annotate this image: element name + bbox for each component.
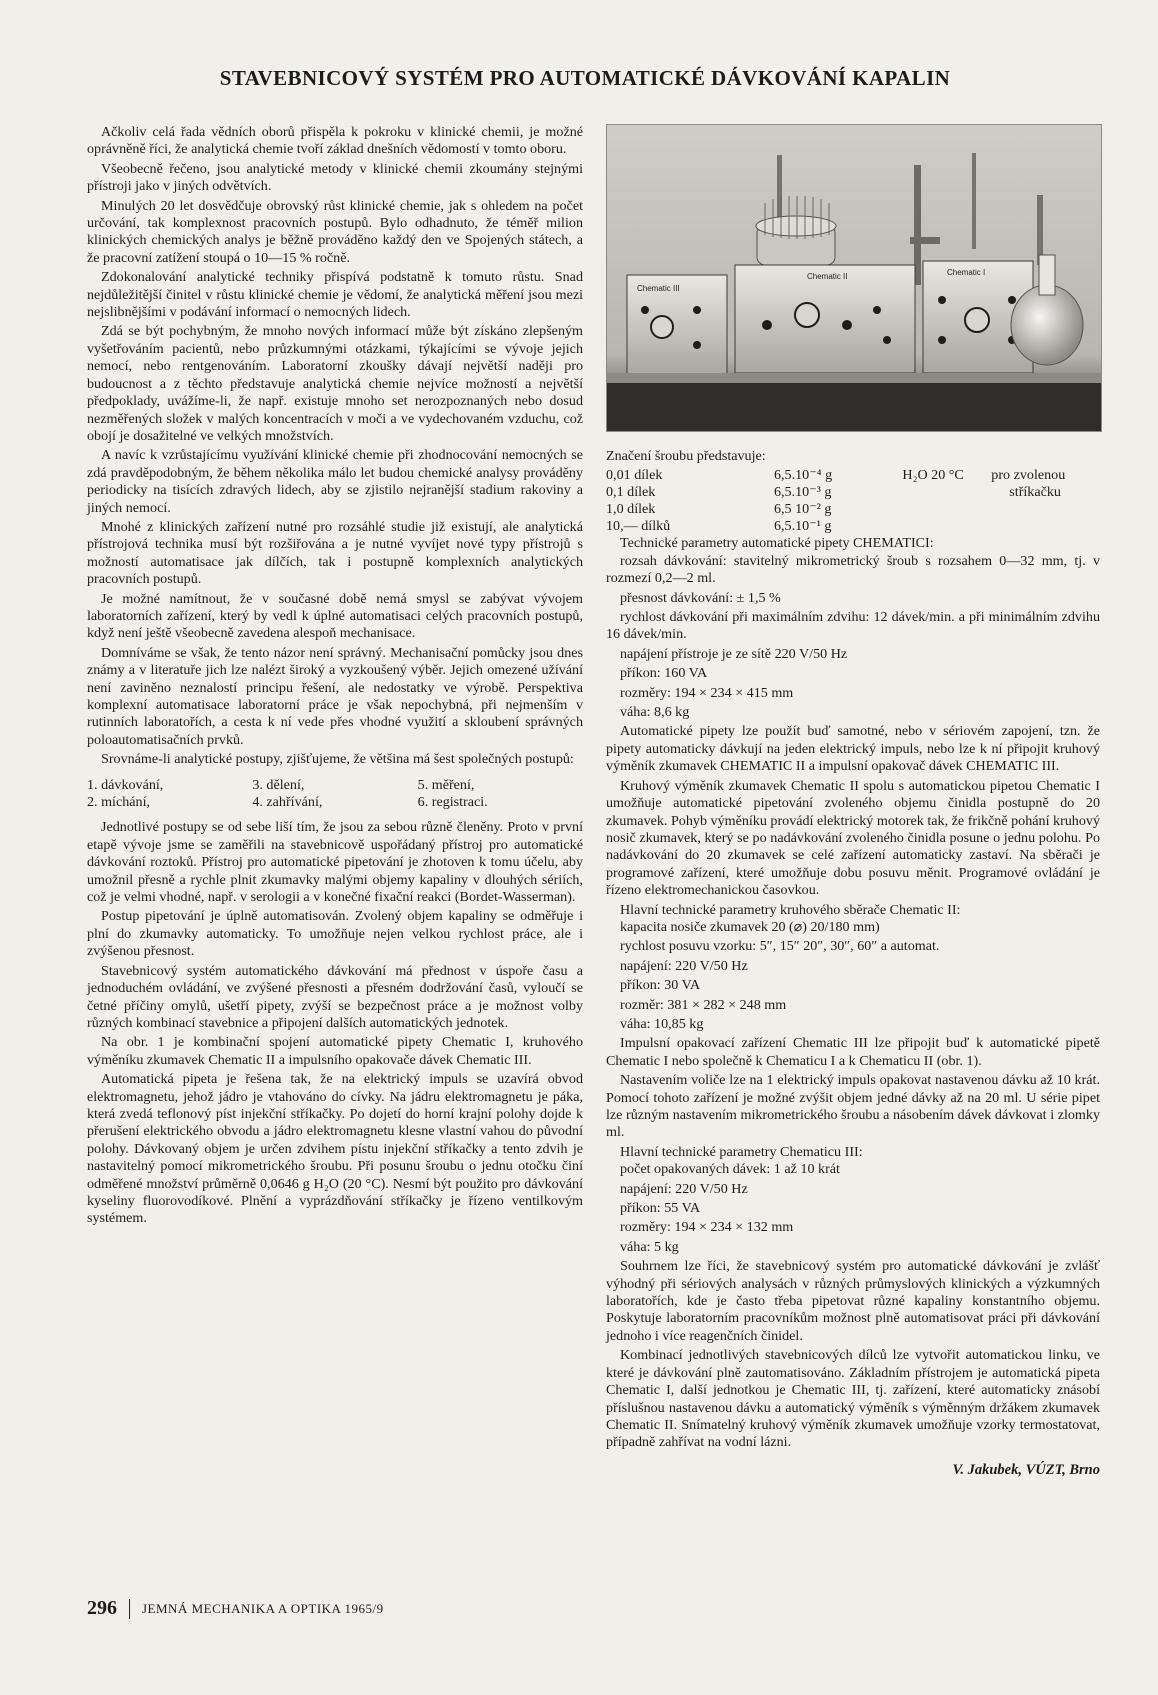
param-line: příkon: 160 VA <box>620 665 708 682</box>
paragraph: Postup pipetování je úplně automatisován. Zvolený objem kapaliny se odměřuje i plní do zkumavky automaticky. To umožňuje nejen velkou rychlost práce, ale i zvýšenou přesnost. <box>87 908 583 960</box>
paragraph: Automatické pipety lze použít buď samotné, nebo v sériovém zapojení, tzn. že pipety automaticky dávkují na jeden elektrický impuls, nebo lze k ní připojit kruhový výměník zkumavek CHEMATIC II a impulsní opakovač dávek CHEMATIC III. <box>606 723 1100 775</box>
author-signature: V. Jakubek, VÚZT, Brno <box>952 1461 1100 1478</box>
apparatus-illustration <box>607 125 1101 431</box>
scale-table <box>606 467 1100 535</box>
page-number: 296 <box>87 1597 117 1619</box>
param-line: rozsah dávkování: stavitelný mikrometrický šroub s rozsahem 0—32 mm, tj. v rozmezí 0,2—2 ml. <box>606 552 1100 587</box>
param-line: počet opakovaných dávek: 1 až 10 krát <box>620 1161 840 1178</box>
paragraph: Na obr. 1 je kombinační spojení automatické pipety Chematic I, kruhového výměníku zkumavek Chematic II a impulsního opakovače dávek Chematic III. <box>87 1034 583 1068</box>
steps-row <box>87 777 583 794</box>
paragraph: Souhrnem lze říci, že stavebnicový systém pro automatické dávkování je zvlášť výhodný při sériových analysách v různých průmyslových klinických a výzkumných laboratořích, kde je často třeba pipetovat různé kapaliny konstantního objemu. Poskytuje laboratorním pracovníkům možnost plně automatisovat práci při dávkování jednoho i více reagenčních činidel. <box>606 1258 1100 1344</box>
paragraph: Kruhový výměník zkumavek Chematic II spolu s automatickou pipetou Chematic I umožňuje automatické pipetování zvoleného objemu činidla postupně do 20 zkumavek. Pohyb výměníku provádí elektrický motorek tak, že frikčně pohání kruhový nosič zkumavek, který se po nadávkování zvoleného činidla posune o jednu polohu. Po nadávkování do 20 zkumavek se celé zařízení automaticky zastaví. Na sběrači je programové zařízení, které umožňuje dobu posuvu měnit. Programové ovládání je řízeno elektromechanickou časovkou. <box>606 777 1100 899</box>
scale-heading: Značení šroubu představuje: <box>606 448 766 464</box>
step-item: 5. měření, <box>417 776 475 793</box>
paragraph: Automatická pipeta je řešena tak, že na elektrický impuls se uzavírá obvod elektromagnetu, jehož jádro je vtahováno do cívky. Na jádru elektromagnetu je páka, která zvedá teflonový píst injekční stříkačky. Po dojetí do horní krajní polohy dojde k přerušení elektrického obvodu a jádro elektromagnetu klesne vlastní vahou do původní polohy. Dávkovaný objem je určen zdvihem pístu injekční stříkačky a tento zdvih je nastavitelný pomocí mikrometrického šroubu. Při posunu šroubu o jednu otočku činí odměřené množství průměrně 0,0646 g H₂O (20 °C). Nesmí být použito pro dávkování kyseliny fluorovodíkové. Plnění a vyprázdňování stříkačky je řízeno ventilkovým systémem. <box>87 1071 583 1227</box>
param-heading: Hlavní technické parametry kruhového sběrače Chematic II: <box>620 901 961 918</box>
table-cell: 0,01 dílek <box>606 467 663 484</box>
paragraph: Stavebnicový systém automatického dávkování má přednost v úspoře času a jednoduchém ovládání, ve zvýšené přesnosti a přesném dodržování časů, vyloučí se četné příčiny omylů, ušetří pipety, zvýší se bezpečnost práce a je možnost volby různých kombinací stavebnice a připojení dalších automatických jednotek. <box>87 962 583 1031</box>
param-line: rozměry: 194 × 234 × 132 mm <box>620 1219 794 1236</box>
step-item: 3. dělení, <box>252 776 305 793</box>
paragraph: Ačkoliv celá řada vědních oborů přispěla k pokroku v klinické chemii, je možné oprávněně říci, že analytická chemie tvoří základ dnešních vědomostí v tomto oboru. <box>87 124 583 158</box>
paragraph: Nastavením voliče lze na 1 elektrický impuls opakovat nastavenou dávku až 10 krát. Pomocí tohoto zařízení je možné zvýšit objem jedné dávky až na 20 ml. U série pipet lze různým nastavením mikrometrického šroubu a násobením dávek dávkovat i zlomky ml. <box>606 1072 1100 1141</box>
steps-row <box>87 794 583 811</box>
paragraph: Domníváme se však, že tento názor není správný. Mechanisační pomůcky jsou dnes známy a v literatuře jich lze nalézt široký a vyzkoušený výběr. Jejich omezené užívání není zaviněno neznalostí principu řešení, ale nedostatky ve výrobě. Perspektiva komplexní automatisace laboratorní práce je však nepochybná, při nejmenším v rutinních laboratořích, a cesta k ní vede přes vhodné využití a skloubení správných poloautomatisačních prvků. <box>87 644 583 748</box>
param-line: rychlost dávkování při maximálním zdvihu: 12 dávek/min. a při minimálním zdvihu 16 dávek/min. <box>606 609 1100 643</box>
article-title: STAVEBNICOVÝ SYSTÉM PRO AUTOMATICKÉ DÁVKOVÁNÍ KAPALIN <box>219 66 951 90</box>
table-cell: 1,0 dílek <box>606 501 656 518</box>
step-item: 2. míchání, <box>87 794 151 811</box>
table-row <box>606 518 1100 535</box>
paragraph: Všeobecně řečeno, jsou analytické metody v klinické chemii zkoumány stejnými přístroji jako v jiných odvětvích. <box>87 160 583 195</box>
param-line: napájení přístroje je ze sítě 220 V/50 Hz <box>620 645 848 662</box>
paragraph: Srovnáme-li analytické postupy, zjišťujeme, že většina má šest společných postupů: <box>101 751 574 768</box>
steps-list <box>87 777 583 812</box>
right-column <box>606 448 1100 1479</box>
table-cell: 0,1 dílek <box>606 484 656 501</box>
param-heading: Hlavní technické parametry Chematicu III: <box>620 1143 863 1160</box>
param-heading: Technické parametry automatické pipety CHEMATICI: <box>620 535 934 552</box>
paragraph: Kombinací jednotlivých stavebnicových dílců lze vytvořit automatickou linku, ve které je dávkování plně zautomatisováno. Základním přístrojem je automatická pipeta Chematic I, další jednotkou je Chematic III, tj. zařízení, které automaticky znásobí příslušnou nastavenou dávku a automatický výměník s výměnným držákem zkumavek Chematic II. Snímatelný kruhový výměník zkumavek umožňuje vzorky termostatovat, případně zahřívat na vodní lázni. <box>606 1347 1100 1451</box>
unit-label: Chematic II <box>807 272 848 281</box>
table-cell: 6,5.10⁻³ g <box>773 484 832 501</box>
param-line: váha: 8,6 kg <box>620 704 690 721</box>
param-line: příkon: 30 VA <box>620 977 701 994</box>
step-item: 4. zahřívání, <box>252 794 323 811</box>
param-line: kapacita nosiče zkumavek 20 (⌀) 20/180 mm) <box>620 918 880 935</box>
unit-label: Chematic III <box>637 284 680 293</box>
param-line: rozměry: 194 × 234 × 415 mm <box>620 684 794 701</box>
param-line: váha: 10,85 kg <box>620 1015 704 1032</box>
paragraph: Mnohé z klinických zařízení nutné pro rozsáhlé studie již existují, ale analytická přístrojová technika musí být rozšiřována a je nutné vyvíjet nové typy přístrojů s možností automatisace jak dílčích, tak i postupně komplexních analytických pracovních postupů. <box>87 518 583 588</box>
table-cell: 6,5.10⁻⁴ g <box>773 467 833 484</box>
divider <box>129 1599 130 1619</box>
table-cell: 10,— dílků <box>606 518 671 535</box>
paragraph: Je možné namítnout, že v současné době nemá smysl se zabývat vývojem laboratorních zařízení, který by vedl k úplné automatisaci celých pracovních postupů, když není ještě všeobecně zavedena alespoň mechanisace. <box>87 590 583 642</box>
journal-name: JEMNÁ MECHANIKA A OPTIKA 1965/9 <box>142 1600 384 1616</box>
param-line: rozměr: 381 × 282 × 248 mm <box>620 996 787 1013</box>
paragraph: Zdokonalování analytické techniky přispívá podstatně k tomuto růstu. Snad nejdůležitější činitel v růstu klinické chemie je vědomí, že analytická měření jsou mezi nejslibnějšími v podávání informací o nemocných lidech. <box>87 269 583 321</box>
page-footer <box>87 1597 384 1620</box>
left-column <box>87 124 583 1230</box>
paragraph: A navíc k vzrůstajícímu využívání klinické chemie při zhodnocování nemocných se zdá pravděpodobným, že během několika málo let budou chemické analysy prováděny periodicky na tisících zdravých lidech, aby se zjistilo nejranější stadium rakoviny a jiných nemocí. <box>87 447 583 516</box>
table-cell: H₂O 20 °C <box>902 467 964 484</box>
table-row <box>606 484 1100 501</box>
paragraph: Jednotlivé postupy se od sebe liší tím, že jsou za sebou různě členěny. Proto v první etapě vývoje jsme se zaměřili na stavebnicově uspořádaný přístroj pro automatické dávkování roztoků. Přístroj pro automatické pipetování je zhotoven k tomu účelu, aby umožnil přesně a rychle plnit zkumavky malými objemy kapaliny v dlouhých sériích, což je velmi vhodné, např. v serologii a v konečné fixační reakci (Bordet-Wasserman). <box>87 819 583 906</box>
step-item: 6. registraci. <box>417 794 488 811</box>
paragraph: Impulsní opakovací zařízení Chematic III lze připojit buď k automatické pipetě Chematic I nebo společně k Chematicu I a k Chematicu II (obr. 1). <box>606 1035 1100 1069</box>
paragraph: Zdá se být pochybným, že mnoho nových informací může být získáno zlepšeným vyšetřováním pacientů, nebo průzkumnými otázkami, týkajícími se vývoje jejich nemocí, nebo rentgenováním. Laboratorní zkoušky dávají největší naději pro budoucnost a z těchto představuje analytická chemie nejvíce možností a největší předpoklady, uvážíme-li, že např. existuje mnoho set nerozpoznaných nebo dosud nezměřených složek v malých koncentracích v moči a ve vydechovaném vzduchu, což obojí je dosažitelné ve velkých množstvích. <box>87 323 583 444</box>
param-line: rychlost posuvu vzorku: 5″, 15″ 20″, 30″, 60″ a automat. <box>620 938 940 955</box>
paragraph: Minulých 20 let dosvědčuje obrovský růst klinické chemie, jak s ohledem na počet určování, tak komplexnost pracovních postupů. Bylo odhadnuto, že téměř milion klinických chemických analys je běžně prováděno každý den ve Spojených státech, a že pracovní zatížení stoupá o 10—15 % ročně. <box>87 197 583 266</box>
table-cell: stříkačku <box>1009 484 1061 501</box>
param-line: napájení: 220 V/50 Hz <box>620 957 748 974</box>
param-line: váha: 5 kg <box>620 1238 679 1255</box>
param-line: přesnost dávkování: ± 1,5 % <box>620 589 781 606</box>
table-cell: 6,5.10⁻¹ g <box>773 518 832 535</box>
table-cell: 6,5 10⁻² g <box>773 501 832 518</box>
param-line: příkon: 55 VA <box>620 1200 701 1217</box>
table-row <box>606 501 1100 518</box>
apparatus-photo <box>606 124 1102 432</box>
step-item: 1. dávkování, <box>87 776 164 793</box>
table-cell: pro zvolenou <box>991 467 1066 484</box>
unit-label: Chematic I <box>947 268 986 277</box>
table-row <box>606 467 1100 484</box>
param-line: napájení: 220 V/50 Hz <box>620 1180 748 1197</box>
